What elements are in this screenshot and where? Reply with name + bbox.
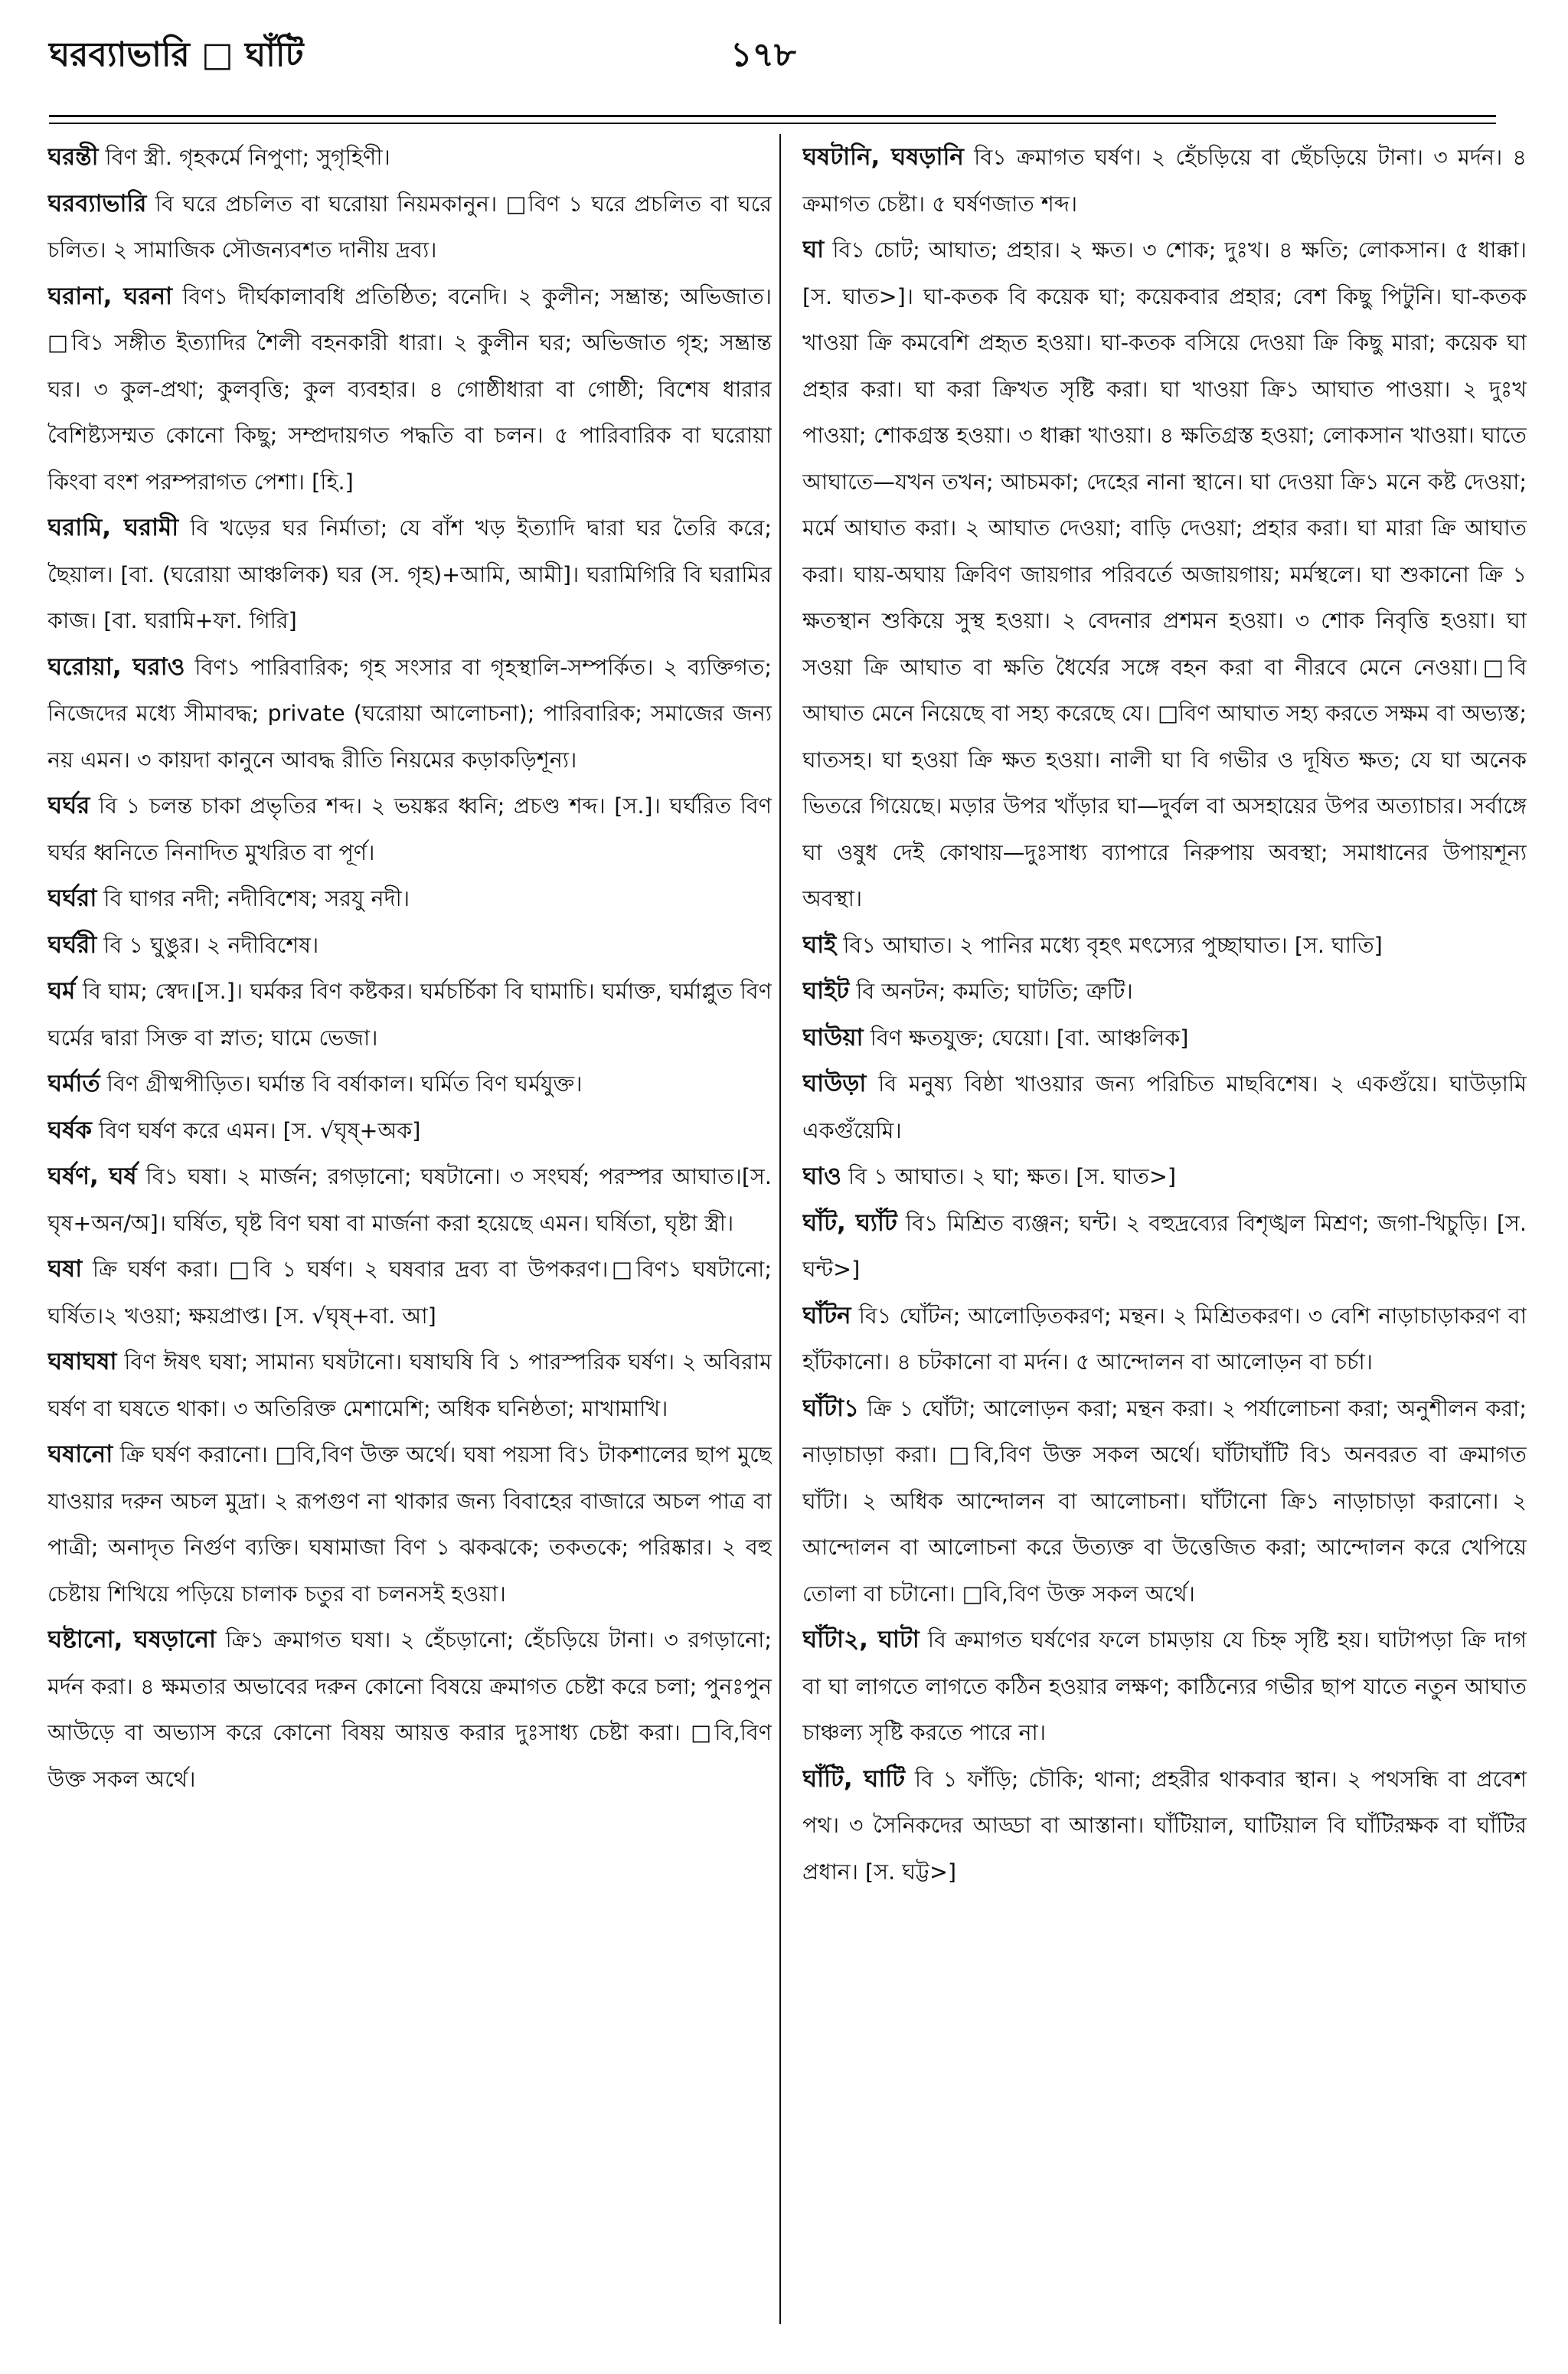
dictionary-entry: [802, 1385, 1527, 1617]
dictionary-entry: [47, 273, 772, 505]
definition: বি১ মিশ্রিত ব্যঞ্জন; ঘন্ট। ২ বহুদ্রব্যের বিশৃঙ্খল মিশ্রণ; জগা-খিচুড়ি। [স. ঘন্ট>]: [802, 1209, 1527, 1282]
headword: ঘা: [802, 236, 825, 263]
page-number: ১৭৮: [730, 35, 796, 74]
definition: বি১ ক্রমাগত ঘর্ষণ। ২ হেঁচড়িয়ে বা ছেঁচড়িয়ে টানা। ৩ মর্দন। ৪ ক্রমাগত চেষ্টা। ৫ ঘর্ষণজাত শব্দ।: [802, 144, 1527, 217]
dictionary-entry: [47, 922, 772, 969]
definition: বি ১ আঘাত। ২ ঘা; ক্ষত। [স. ঘাত>]: [841, 1163, 1176, 1189]
headword: ঘষ্টানো, ঘষড়ানো: [47, 1626, 216, 1653]
definition: বি১ ঘষা। ২ মার্জন; রগড়ানো; ঘষটানো। ৩ সংঘর্ষ; পরস্পর আঘাত।[স. ঘৃষ+অন/অ]। ঘর্ষিত, ঘৃষ্ট বিণ ঘষা বা মার্জনা করা হয়েছে এমন। ঘর্ষিতা, ঘৃষ্টা স্ত্রী।: [47, 1163, 772, 1236]
column-divider: [779, 134, 781, 2324]
guide-word-last: ঘাঁটি: [244, 35, 304, 74]
headword: ঘাই: [802, 930, 837, 959]
dictionary-entry: [802, 1061, 1527, 1153]
dictionary-entry: [802, 134, 1527, 227]
definition: ক্রি ঘর্ষণ করানো। □বি,বিণ উক্ত অর্থে। ঘষা পয়সা বি১ টাকশালের ছাপ মুছে যাওয়ার দরুন অচল মুদ্রা। ২ রূপগুণ না থাকার জন্য বিবাহের বাজারে অচল পাত্র বা পাত্রী; অনাদৃত নির্গুণ ব্যক্তি। ঘষামাজা বিণ ১ ঝকঝকে; তকতকে; পরিষ্কার। ২ বহু চেষ্টায় শিখিয়ে পড়িয়ে চালাক চতুর বা চলনসই হওয়া।: [47, 1441, 772, 1607]
headword: ঘরোয়া, ঘরাও: [47, 652, 185, 681]
definition: বি ঘাগর নদী; নদীবিশেষ; সরযু নদী।: [96, 885, 410, 911]
headword: ঘর্ম: [47, 977, 76, 1005]
dictionary-entry: [47, 1431, 772, 1617]
dictionary-entry: [47, 783, 772, 875]
dictionary-entry: [802, 1293, 1527, 1385]
dictionary-entry: [47, 1617, 772, 1802]
definition: ক্রি ১ ঘোঁটা; আলোড়ন করা; মন্থন করা। ২ পর্যালোচনা করা; অনুশীলন করা; নাড়াচাড়া করা। □বি,বিণ উক্ত সকল অর্থে। ঘাঁটাঘাঁটি বি১ অনবরত বা ক্রমাগত ঘাঁটা। ২ অধিক আন্দোলন বা আলোচনা। ঘাঁটানো ক্রি১ নাড়াচাড়া করানো। ২ আন্দোলন বা আলোচনা করে উত্যক্ত বা উত্তেজিত করা; আন্দোলন করে খেপিয়ে তোলা বা চটানো। □বি,বিণ উক্ত সকল অর্থে।: [802, 1395, 1527, 1607]
dictionary-entry: [802, 1015, 1527, 1061]
headword: ঘষটানি, ঘষড়ানি: [802, 143, 964, 171]
headword: ঘাউড়া: [802, 1070, 867, 1097]
headword: ঘষানো: [47, 1440, 113, 1468]
definition: বিণ গ্রীষ্মপীড়িত। ঘর্মান্ত বি বর্ষাকাল। ঘর্মিত বিণ ঘর্মযুক্ত।: [100, 1071, 583, 1097]
dictionary-entry: [47, 505, 772, 644]
dictionary-entry: [802, 227, 1527, 922]
definition: বিণ ঘর্ষণ করে এমন। [স. √ঘৃষ্+অক]: [91, 1117, 421, 1143]
definition: বিণ১ পারিবারিক; গৃহ সংসার বা গৃহস্থালি-সম্পর্কিত। ২ ব্যক্তিগত; নিজেদের মধ্যে সীমাবদ্ধ; private (ঘরোয়া আলোচনা); পারিবারিক; সমাজের জন্য নয় এমন। ৩ কায়দা কানুনে আবদ্ধ রীতি নিয়মের কড়াকড়িশূন্য।: [47, 653, 772, 773]
definition: বিণ ক্ষতযুক্ত; ঘেয়ো। [বা. আঞ্চলিক]: [863, 1024, 1189, 1051]
dictionary-entry: [802, 922, 1527, 969]
dictionary-entry: [47, 968, 772, 1061]
headword: ঘাঁটা১: [802, 1394, 860, 1422]
headword: ঘরামি, ঘরামী: [47, 514, 179, 541]
definition: ক্রি ঘর্ষণ করা। □বি ১ ঘর্ষণ। ২ ঘষবার দ্রব্য বা উপকরণ।□বিণ১ ঘষটানো; ঘর্ষিত।২ খওয়া; ক্ষয়প্রাপ্ত। [স. √ঘৃষ্+বা. আ]: [47, 1256, 772, 1329]
dictionary-entry: [47, 875, 772, 922]
dictionary-entry: [47, 134, 772, 181]
headword: ঘাইট: [802, 977, 850, 1005]
headword: ঘর্ঘরী: [47, 930, 97, 959]
definition: বি ঘাম; স্বেদ।[স.]। ঘর্মকর বিণ কষ্টকর। ঘর্মচর্চিকা বি ঘামাচি। ঘর্মাক্ত, ঘর্মাপ্লুত বিণ ঘর্মের দ্বারা সিক্ত বা স্নাত; ঘামে ভেজা।: [47, 978, 772, 1051]
dictionary-entry: [47, 1061, 772, 1107]
definition: বি ১ ঘুঙুর। ২ নদীবিশেষ।: [96, 931, 319, 958]
definition: বি খড়ের ঘর নির্মাতা; যে বাঁশ খড় ইত্যাদি দ্বারা ঘর তৈরি করে; ছৈয়াল। [বা. (ঘরোয়া আঞ্চলিক) ঘর (স. গৃহ)+আমি, আমী]। ঘরামিগিরি বি ঘরামির কাজ। [বা. ঘরামি+ফা. গিরি]: [47, 515, 772, 633]
headword: ঘরব্যাভারি: [47, 189, 147, 217]
left-column: [47, 134, 772, 2355]
guide-words: [49, 29, 303, 85]
header-rule: [49, 115, 1496, 124]
headword: ঘর্মার্ত: [47, 1070, 100, 1097]
definition: বি১ চোট; আঘাত; প্রহার। ২ ক্ষত। ৩ শোক; দুঃখ। ৪ ক্ষতি; লোকসান। ৫ ধাক্কা। [স. ঘাত>]। ঘা-কতক বি কয়েক ঘা; কয়েকবার প্রহার; বেশ কিছু পিটুনি। ঘা-কতক খাওয়া ক্রি কমবেশি প্রহৃত হওয়া। ঘা-কতক বসিয়ে দেওয়া ক্রি কিছু মারা; কয়েক ঘা প্রহার করা। ঘা করা ক্রিখত সৃষ্টি করা। ঘা খাওয়া ক্রি১ আঘাত পাওয়া। ২ দুঃখ পাওয়া; শোকগ্রস্ত হওয়া। ৩ ধাক্কা খাওয়া। ৪ ক্ষতিগ্রস্ত হওয়া; লোকসান খাওয়া। ঘাতে আঘাতে—যখন তখন; আচমকা; দেহের নানা স্থানে। ঘা দেওয়া ক্রি১ মনে কষ্ট দেওয়া; মর্মে আঘাত করা। ২ আঘাত দেওয়া; বাড়ি দেওয়া; প্রহার করা। ঘা মারা ক্রি আঘাত করা। ঘায়-অঘায় ক্রিবিণ জায়গার পরিবর্তে অজায়গায়; মর্মস্থলে। ঘা শুকানো ক্রি ১ ক্ষতস্থান শুকিয়ে সুস্থ হওয়া। ২ বেদনার প্রশমন হওয়া। ৩ শোক নিবৃত্তি হওয়া। ঘা সওয়া ক্রি আঘাত বা ক্ষতি ধৈর্যের সঙ্গে বহন করা বা নীরবে মেনে নেওয়া।□বি আঘাত মেনে নিয়েছে বা সহ্য করেছে যে। □বিণ আঘাত সহ্য করতে সক্ষম বা অভ্যস্ত; ঘাতসহ। ঘা হওয়া ক্রি ক্ষত হওয়া। নালী ঘা বি গভীর ও দূষিত ক্ষত; যে ঘা অনেক ভিতরে গিয়েছে। মড়ার উপর খাঁড়ার ঘা—দুর্বল বা অসহায়ের উপর অত্যাচার। সর্বাঙ্গে ঘা ওষুধ দেই কোথায়—দুঃসাধ্য ব্যাপারে নিরুপায় অবস্থা; সমাধানের উপায়শূন্য অবস্থা।: [802, 237, 1527, 911]
headword: ঘরানা, ঘরনা: [47, 282, 173, 310]
definition: বি১ ঘোঁটন; আলোড়িতকরণ; মন্থন। ২ মিশ্রিতকরণ। ৩ বেশি নাড়াচাড়াকরণ বা হাঁটকানো। ৪ চটকানো বা মর্দন। ৫ আন্দোলন বা আলোড়ন বা চর্চা।: [802, 1302, 1527, 1375]
dictionary-entry: [802, 1617, 1527, 1756]
headword: ঘাঁট, ঘ্যাঁট: [802, 1208, 897, 1237]
definition: বি অনটন; কমতি; ঘাটতি; ত্রুটি।: [849, 978, 1133, 1004]
right-column: [802, 134, 1527, 2355]
headword: ঘষাঘষা: [47, 1348, 117, 1375]
headword: ঘর্ঘরা: [47, 885, 97, 912]
dictionary-entry: [47, 1107, 772, 1154]
guide-word-first: ঘরব্যাভারি: [49, 35, 190, 74]
definition: বি ১ চলন্ত চাকা প্রভৃতির শব্দ। ২ ভয়ঙ্কর ধ্বনি; প্রচণ্ড শব্দ। [স.]। ঘর্ঘরিত বিণ ঘর্ঘর ধ্বনিতে নিনাদিত মুখরিত বা পূর্ণ।: [47, 793, 772, 865]
dictionary-entry: [802, 1756, 1527, 1895]
headword: ঘষা: [47, 1255, 83, 1283]
definition: বিণ১ দীর্ঘকালাবধি প্রতিষ্ঠিত; বনেদি। ২ কুলীন; সম্ভ্রান্ত; অভিজাত।□বি১ সঙ্গীত ইত্যাদির শৈলী বহনকারী ধারা। ২ কুলীন ঘর; অভিজাত গৃহ; সম্ভ্রান্ত ঘর। ৩ কুল-প্রথা; কুলবৃত্তি; কুল ব্যবহার। ৪ গোষ্ঠীধারা বা গোষ্ঠী; বিশেষ ধারার বৈশিষ্ট্যসম্মত কোনো কিছু; সম্প্রদায়গত পদ্ধতি বা চলন। ৫ পারিবারিক বা ঘরোয়া কিংবা বংশ পরম্পরাগত পেশা। [হি.]: [47, 283, 772, 495]
dictionary-entry: [47, 181, 772, 273]
dictionary-entry: [47, 644, 772, 783]
definition: বি ১ ফাঁড়ি; চৌকি; থানা; প্রহরীর থাকবার স্থান। ২ পথসন্ধি বা প্রবেশ পথ। ৩ সৈনিকদের আড্ডা বা আস্তানা। ঘাঁটিয়াল, ঘাটিয়াল বি ঘাঁটিরক্ষক বা ঘাঁটির প্রধান। [স. ঘট্ট>]: [802, 1765, 1527, 1885]
headword: ঘরন্তী: [47, 143, 99, 171]
headword: ঘাঁটি, ঘাটি: [802, 1764, 906, 1793]
definition: বি ক্রমাগত ঘর্ষণের ফলে চামড়ায় যে চিহ্ন সৃষ্টি হয়। ঘাটাপড়া ক্রি দাগ বা ঘা লাগতে লাগতে কঠিন হওয়ার লক্ষণ; কাঠিন্যের গভীর ছাপ যাতে নতুন আঘাত চাঞ্চল্য সৃষ্টি করতে পারে না।: [802, 1627, 1527, 1745]
definition: বি১ আঘাত। ২ পানির মধ্যে বৃহৎ মৎস্যের পুচ্ছাঘাত। [স. ঘাতি]: [836, 931, 1383, 958]
page-header: [49, 29, 1470, 90]
dictionary-entry: [47, 1153, 772, 1246]
definition: ক্রি১ ক্রমাগত ঘষা। ২ হেঁচড়ানো; হেঁচড়িয়ে টানা। ৩ রগড়ানো; মর্দন করা। ৪ ক্ষমতার অভাবের দরুন কোনো বিষয়ে ক্রমাগত চেষ্টা করে চলা; পুনঃপুন আউড়ে বা অভ্যাস করে কোনো বিষয় আয়ত্ত করার দুঃসাধ্য চেষ্টা করা। □বি,বিণ উক্ত সকল অর্থে।: [47, 1627, 772, 1792]
dictionary-entry: [802, 1200, 1527, 1293]
dictionary-entry: [47, 1339, 772, 1431]
headword: ঘর্ষণ, ঘর্ষ: [47, 1162, 137, 1190]
headword: ঘর্ষক: [47, 1116, 92, 1144]
headword: ঘাউয়া: [802, 1023, 864, 1051]
dictionary-entry: [802, 1153, 1527, 1200]
guide-word-separator: □: [201, 35, 234, 74]
definition: বিণ স্ত্রী. গৃহকর্মে নিপুণা; সুগৃহিণী।: [98, 144, 390, 170]
dictionary-entry: [802, 968, 1527, 1015]
definition: বি ঘরে প্রচলিত বা ঘরোয়া নিয়মকানুন। □বিণ ১ ঘরে প্রচলিত বা ঘরে চলিত। ২ সামাজিক সৌজন্যবশত দানীয় দ্রব্য।: [47, 190, 772, 263]
headword: ঘাঁটন: [802, 1301, 851, 1329]
headword: ঘাও: [802, 1162, 841, 1190]
definition: বিণ ঈষৎ ঘষা; সামান্য ঘষটানো। ঘষাঘষি বি ১ পারস্পরিক ঘর্ষণ। ২ অবিরাম ঘর্ষণ বা ঘষতে থাকা। ৩ অতিরিক্ত মেশামেশি; অধিক ঘনিষ্ঠতা; মাখামাখি।: [47, 1349, 772, 1421]
headword: ঘাঁটা২, ঘাটা: [802, 1626, 920, 1653]
dictionary-entry: [47, 1246, 772, 1339]
headword: ঘর্ঘর: [47, 792, 90, 819]
definition: বি মনুষ্য বিষ্ঠা খাওয়ার জন্য পরিচিত মাছবিশেষ। ২ একগুঁয়ে। ঘাউড়ামি একগুঁয়েমি।: [802, 1071, 1527, 1143]
